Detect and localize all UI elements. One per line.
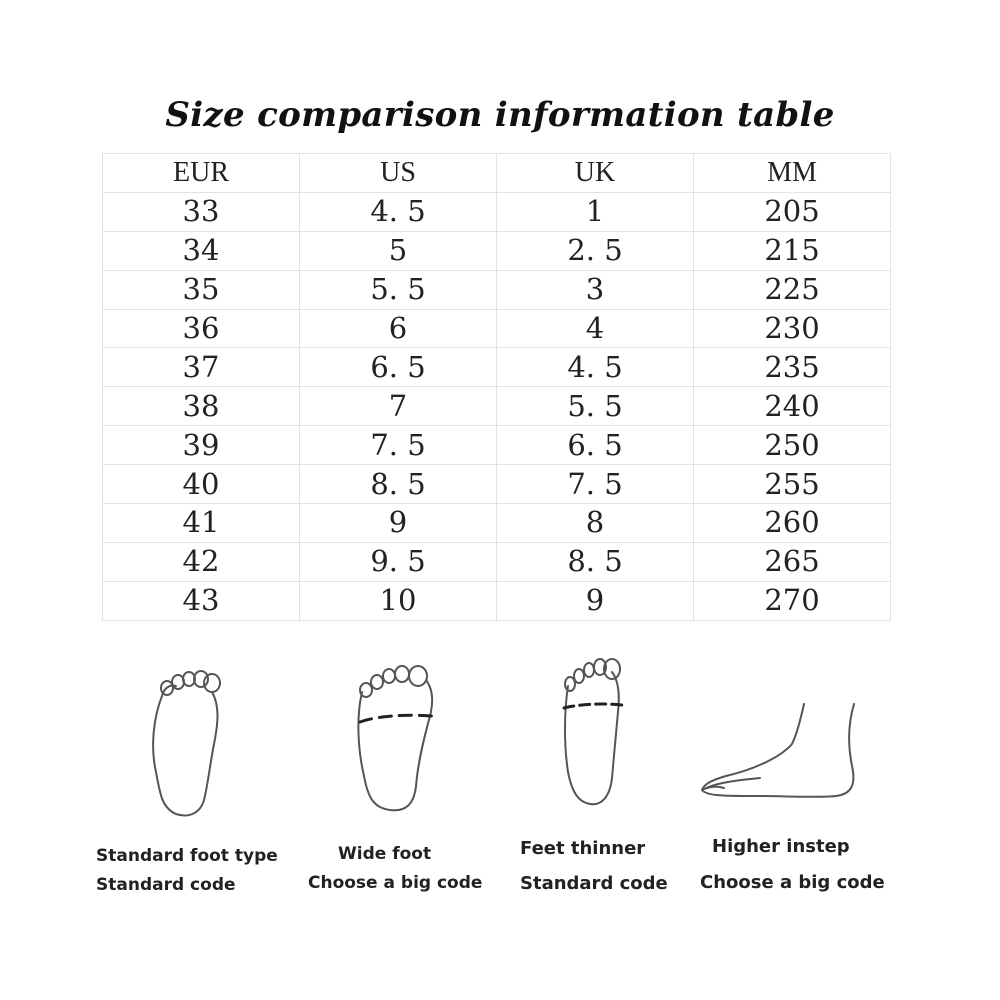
cell-us: 9. 5 (300, 542, 497, 581)
caption-wide-line1: Wide foot (338, 844, 432, 864)
cell-us: 7. 5 (300, 426, 497, 465)
cell-eur: 37 (103, 348, 300, 387)
table-row (103, 270, 891, 309)
header-uk: UK (497, 154, 694, 193)
caption-standard-line1: Standard foot type (96, 846, 278, 866)
cell-uk: 8 (497, 504, 694, 543)
cell-eur: 39 (103, 426, 300, 465)
cell-mm: 260 (694, 504, 891, 543)
cell-mm: 240 (694, 387, 891, 426)
cell-eur: 40 (103, 465, 300, 504)
cell-uk: 2. 5 (497, 231, 694, 270)
caption-wide-line2: Choose a big code (308, 873, 483, 893)
table-row (103, 309, 891, 348)
cell-eur: 33 (103, 192, 300, 231)
table-header-row (103, 154, 891, 193)
cell-uk: 9 (497, 581, 694, 620)
cell-mm: 235 (694, 348, 891, 387)
table-row (103, 231, 891, 270)
cell-uk: 6. 5 (497, 426, 694, 465)
cell-us: 6 (300, 309, 497, 348)
cell-mm: 205 (694, 192, 891, 231)
cell-uk: 8. 5 (497, 542, 694, 581)
size-table (102, 153, 891, 621)
high-instep-foot-icon (696, 700, 866, 805)
table-row (103, 426, 891, 465)
cell-mm: 265 (694, 542, 891, 581)
header-us: US (300, 154, 497, 193)
cell-uk: 4 (497, 309, 694, 348)
standard-foot-icon (140, 668, 230, 818)
cell-eur: 41 (103, 504, 300, 543)
cell-mm: 255 (694, 465, 891, 504)
table-row (103, 581, 891, 620)
cell-us: 5 (300, 231, 497, 270)
page-title: Size comparison information table (165, 95, 835, 135)
cell-eur: 43 (103, 581, 300, 620)
thin-foot-icon (552, 656, 632, 806)
cell-us: 10 (300, 581, 497, 620)
cell-uk: 1 (497, 192, 694, 231)
wide-foot-icon (346, 662, 446, 817)
table-row (103, 504, 891, 543)
caption-thin-line2: Standard code (520, 873, 668, 894)
header-eur: EUR (103, 154, 300, 193)
cell-eur: 38 (103, 387, 300, 426)
cell-eur: 42 (103, 542, 300, 581)
cell-mm: 225 (694, 270, 891, 309)
cell-eur: 35 (103, 270, 300, 309)
cell-mm: 230 (694, 309, 891, 348)
cell-uk: 4. 5 (497, 348, 694, 387)
cell-uk: 5. 5 (497, 387, 694, 426)
cell-eur: 36 (103, 309, 300, 348)
table-row (103, 348, 891, 387)
size-table-body (103, 154, 891, 621)
table-row (103, 542, 891, 581)
header-mm: MM (694, 154, 891, 193)
cell-mm: 270 (694, 581, 891, 620)
cell-uk: 7. 5 (497, 465, 694, 504)
cell-us: 6. 5 (300, 348, 497, 387)
cell-us: 9 (300, 504, 497, 543)
cell-us: 4. 5 (300, 192, 497, 231)
table-row (103, 387, 891, 426)
caption-thin-line1: Feet thinner (520, 838, 646, 859)
caption-standard-line2: Standard code (96, 875, 236, 895)
cell-mm: 250 (694, 426, 891, 465)
cell-us: 5. 5 (300, 270, 497, 309)
cell-eur: 34 (103, 231, 300, 270)
caption-instep-line2: Choose a big code (700, 872, 885, 893)
table-row (103, 465, 891, 504)
cell-us: 7 (300, 387, 497, 426)
table-row (103, 192, 891, 231)
cell-uk: 3 (497, 270, 694, 309)
cell-us: 8. 5 (300, 465, 497, 504)
cell-mm: 215 (694, 231, 891, 270)
caption-instep-line1: Higher instep (712, 836, 850, 857)
